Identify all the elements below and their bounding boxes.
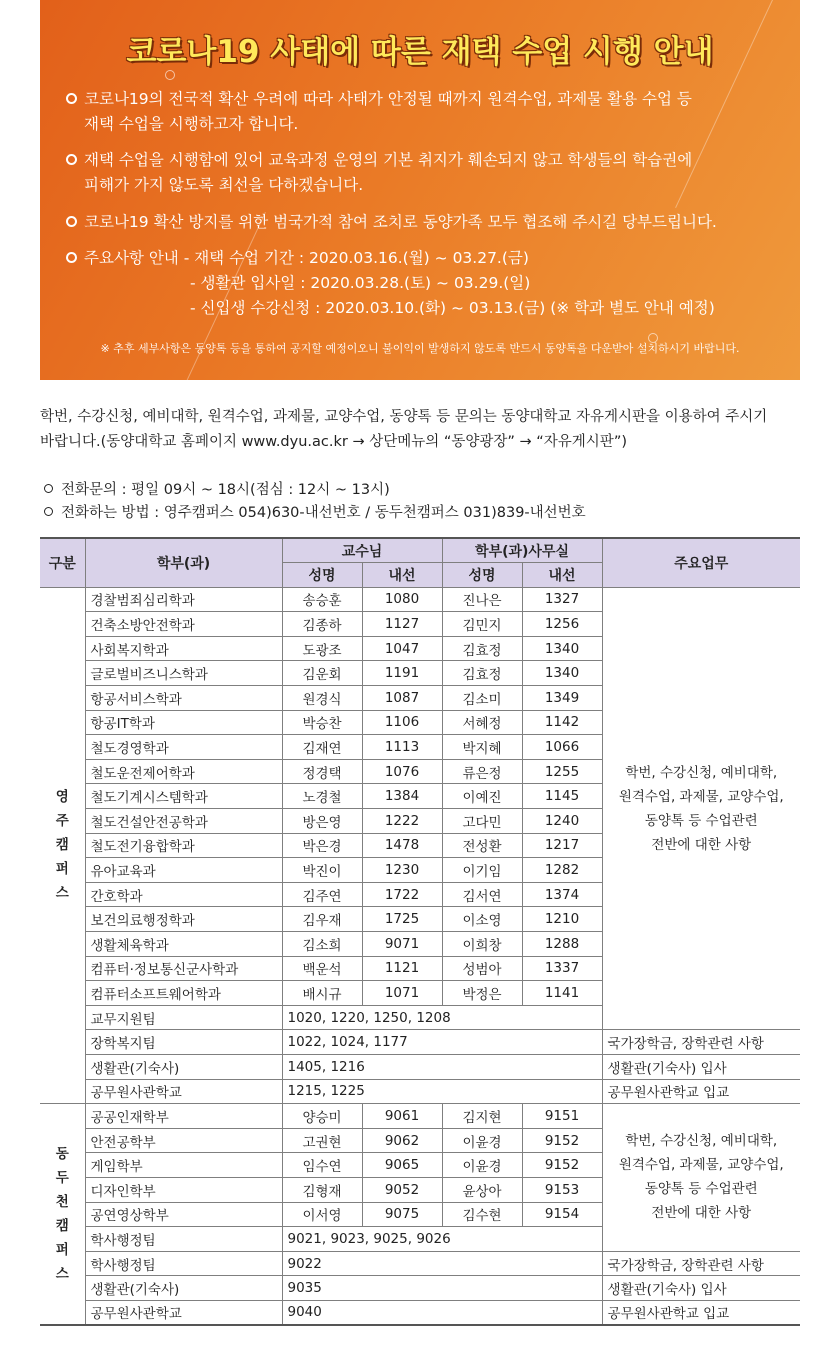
dept-name: 컴퓨터·정보통신군사학과 xyxy=(85,956,282,981)
office-ext: 1374 xyxy=(522,882,602,907)
professor-name: 박은경 xyxy=(282,833,362,858)
office-name: 김민지 xyxy=(442,612,522,637)
dept-name: 철도전기융합학과 xyxy=(85,833,282,858)
extension-list: 9021, 9023, 9025, 9026 xyxy=(282,1227,602,1252)
campus-label-char: 동 xyxy=(55,1146,69,1163)
office-ext: 1340 xyxy=(522,636,602,661)
extension-list: 9022 xyxy=(282,1251,602,1276)
office-name: 박지혜 xyxy=(442,735,522,760)
dept-name: 교무지원팀 xyxy=(85,1005,282,1030)
campus-label xyxy=(40,587,85,1103)
campus-label-char: 스 xyxy=(55,1266,69,1283)
professor-name: 김소희 xyxy=(282,932,362,957)
duty-line: 전반에 대한 사항 xyxy=(651,1205,752,1222)
professor-ext: 9065 xyxy=(362,1153,442,1178)
dept-name: 생활관(기숙사) xyxy=(85,1054,282,1079)
dept-name: 철도경영학과 xyxy=(85,735,282,760)
professor-ext: 1722 xyxy=(362,882,442,907)
professor-ext: 1113 xyxy=(362,735,442,760)
professor-name: 원경식 xyxy=(282,686,362,711)
circle-bullet-icon xyxy=(44,484,53,493)
duty-cell: 국가장학금, 장학관련 사항 xyxy=(602,1251,800,1276)
office-name: 김수현 xyxy=(442,1202,522,1227)
office-name: 김효정 xyxy=(442,661,522,686)
table-row xyxy=(40,1251,800,1276)
duty-line: 동양톡 등 수업관련 xyxy=(644,812,758,829)
circle-bullet-icon xyxy=(44,507,53,516)
office-name: 이소영 xyxy=(442,907,522,932)
office-ext: 1240 xyxy=(522,809,602,834)
table-row xyxy=(40,587,800,612)
circle-bullet-icon xyxy=(66,154,77,165)
table-row xyxy=(40,1104,800,1129)
table-row xyxy=(40,1276,800,1301)
professor-name: 김우재 xyxy=(282,907,362,932)
professor-name: 이서영 xyxy=(282,1202,362,1227)
office-ext: 1066 xyxy=(522,735,602,760)
inquiry-line: 학번, 수강신청, 예비대학, 원격수업, 과제물, 교양수업, 동양톡 등 문의는 동양대학교 자유게시판을 이용하여 주시기 xyxy=(40,409,768,425)
dept-name: 사회복지학과 xyxy=(85,636,282,661)
dept-name: 생활체육학과 xyxy=(85,932,282,957)
dept-name: 항공서비스학과 xyxy=(85,686,282,711)
table-row xyxy=(40,1300,800,1325)
office-name: 이예진 xyxy=(442,784,522,809)
office-ext: 9153 xyxy=(522,1177,602,1202)
dept-name: 공무원사관학교 xyxy=(85,1300,282,1325)
banner-title: 코로나19 사태에 따른 재택 수업 시행 안내 xyxy=(126,34,714,70)
duty-cell: 생활관(기숙사) 입사 xyxy=(602,1054,800,1079)
header-ext: 내선 xyxy=(522,563,602,588)
professor-name: 김주연 xyxy=(282,882,362,907)
office-name: 김소미 xyxy=(442,686,522,711)
campus-label-char: 두 xyxy=(55,1170,69,1187)
office-ext: 9152 xyxy=(522,1128,602,1153)
dept-name: 철도운전제어학과 xyxy=(85,759,282,784)
professor-name: 김재연 xyxy=(282,735,362,760)
professor-ext: 1384 xyxy=(362,784,442,809)
office-ext: 1288 xyxy=(522,932,602,957)
duty-summary xyxy=(602,1104,800,1252)
circle-bullet-icon xyxy=(66,252,77,263)
professor-ext: 9075 xyxy=(362,1202,442,1227)
professor-ext: 9071 xyxy=(362,932,442,957)
notice-item xyxy=(66,210,786,235)
office-ext: 1349 xyxy=(522,686,602,711)
header-office: 학부(과)사무실 xyxy=(442,538,602,563)
phone-hours xyxy=(44,478,390,503)
campus-label xyxy=(40,1104,85,1325)
extension-list: 1215, 1225 xyxy=(282,1079,602,1104)
professor-name: 백운석 xyxy=(282,956,362,981)
dept-name: 보건의료행정학과 xyxy=(85,907,282,932)
notice-banner xyxy=(40,0,800,380)
campus-label-char: 퍼 xyxy=(55,1242,69,1259)
duty-line: 동양톡 등 수업관련 xyxy=(644,1181,758,1198)
office-name: 류은정 xyxy=(442,759,522,784)
office-ext: 1142 xyxy=(522,710,602,735)
office-name: 이윤경 xyxy=(442,1153,522,1178)
dept-name: 게임학부 xyxy=(85,1153,282,1178)
professor-ext: 1230 xyxy=(362,858,442,883)
professor-ext: 1725 xyxy=(362,907,442,932)
duty-line: 전반에 대한 사항 xyxy=(651,836,752,853)
inquiry-paragraph xyxy=(40,405,810,455)
header-dept: 학부(과) xyxy=(85,538,282,587)
dept-name: 건축소방안전학과 xyxy=(85,612,282,637)
duty-cell: 생활관(기숙사) 입사 xyxy=(602,1276,800,1301)
professor-ext: 9062 xyxy=(362,1128,442,1153)
office-name: 서혜정 xyxy=(442,710,522,735)
dept-name: 철도기계시스템학과 xyxy=(85,784,282,809)
header-row xyxy=(40,538,800,563)
office-name: 김효정 xyxy=(442,636,522,661)
professor-name: 송승훈 xyxy=(282,587,362,612)
office-ext: 1210 xyxy=(522,907,602,932)
header-campus: 구분 xyxy=(40,538,85,587)
notice-line: 재택 수업을 시행함에 있어 교육과정 운영의 기본 취지가 훼손되지 않고 학생들의 학습권에 xyxy=(84,151,693,169)
schedule-line: - 생활관 입사일 : 2020.03.28.(토) ~ 03.29.(일) xyxy=(190,274,531,292)
dept-name: 학사행정팀 xyxy=(85,1251,282,1276)
campus-label-char: 영 xyxy=(55,789,69,806)
inquiry-line: 바랍니다.(동양대학교 홈페이지 www.dyu.ac.kr → 상단메뉴의 “동양광장” → “자유게시판”) xyxy=(40,434,627,450)
office-name: 김지현 xyxy=(442,1104,522,1129)
office-ext: 1256 xyxy=(522,612,602,637)
professor-name: 김종하 xyxy=(282,612,362,637)
professor-ext: 1191 xyxy=(362,661,442,686)
table-row xyxy=(40,1030,800,1055)
header-name: 성명 xyxy=(282,563,362,588)
dept-name: 학사행정팀 xyxy=(85,1227,282,1252)
header-duty: 주요업무 xyxy=(602,538,800,587)
office-name: 이희창 xyxy=(442,932,522,957)
office-ext: 1255 xyxy=(522,759,602,784)
campus-label-char: 주 xyxy=(55,813,69,830)
duty-summary xyxy=(602,587,800,1030)
professor-name: 박승찬 xyxy=(282,710,362,735)
professor-name: 노경철 xyxy=(282,784,362,809)
header-name: 성명 xyxy=(442,563,522,588)
office-name: 박정은 xyxy=(442,981,522,1006)
office-ext: 1327 xyxy=(522,587,602,612)
extension-list: 9035 xyxy=(282,1276,602,1301)
professor-ext: 9061 xyxy=(362,1104,442,1129)
professor-name: 김형재 xyxy=(282,1177,362,1202)
table-body xyxy=(40,587,800,1325)
notice-item-schedule xyxy=(66,246,786,271)
professor-ext: 1087 xyxy=(362,686,442,711)
dept-name: 생활관(기숙사) xyxy=(85,1276,282,1301)
professor-name: 배시규 xyxy=(282,981,362,1006)
notice-line: 피해가 가지 않도록 최선을 다하겠습니다. xyxy=(84,176,364,194)
banner-footnote: ※ 추후 세부사항은 동양톡 등을 통하여 공지할 예정이오니 불이익이 발생하지 않도록 반드시 동양톡을 다운받아 설치하시기 바랍니다. xyxy=(100,342,740,355)
duty-cell: 공무원사관학교 입교 xyxy=(602,1079,800,1104)
office-name: 이윤경 xyxy=(442,1128,522,1153)
office-name: 전성환 xyxy=(442,833,522,858)
office-ext: 1340 xyxy=(522,661,602,686)
schedule-line: - 신입생 수강신청 : 2020.03.10.(화) ~ 03.13.(금) (※ 학과 별도 안내 예정) xyxy=(190,299,715,317)
schedule-intro: 주요사항 안내 - 재택 수업 기간 : 2020.03.16.(월) ~ 03.27.(금) xyxy=(84,249,529,267)
circle-bullet-icon xyxy=(66,216,77,227)
dept-name: 철도건설안전공학과 xyxy=(85,809,282,834)
header-professor: 교수님 xyxy=(282,538,442,563)
office-name: 진나은 xyxy=(442,587,522,612)
contact-directory-table xyxy=(40,537,800,1326)
dept-name: 공공인재학부 xyxy=(85,1104,282,1129)
professor-ext: 1478 xyxy=(362,833,442,858)
professor-ext: 1076 xyxy=(362,759,442,784)
professor-name: 도광조 xyxy=(282,636,362,661)
extension-list: 1020, 1220, 1250, 1208 xyxy=(282,1005,602,1030)
notice-line: 코로나19 확산 방지를 위한 범국가적 참여 조치로 동양가족 모두 협조해 주시길 당부드립니다. xyxy=(84,213,717,231)
office-ext: 1145 xyxy=(522,784,602,809)
duty-cell: 공무원사관학교 입교 xyxy=(602,1300,800,1325)
notice-line: 재택 수업을 시행하고자 합니다. xyxy=(84,115,299,133)
dept-name: 공연영상학부 xyxy=(85,1202,282,1227)
office-name: 성범아 xyxy=(442,956,522,981)
office-ext: 1141 xyxy=(522,981,602,1006)
dept-name: 간호학과 xyxy=(85,882,282,907)
dept-name: 디자인학부 xyxy=(85,1177,282,1202)
dept-name: 컴퓨터소프트웨어학과 xyxy=(85,981,282,1006)
dept-name: 항공IT학과 xyxy=(85,710,282,735)
office-ext: 9152 xyxy=(522,1153,602,1178)
notice-line: 코로나19의 전국적 확산 우려에 따라 사태가 안정될 때까지 원격수업, 과제물 활용 수업 등 xyxy=(84,90,692,108)
phone-hours-text: 전화문의 : 평일 09시 ~ 18시(점심 : 12시 ~ 13시) xyxy=(61,482,390,498)
professor-ext: 1106 xyxy=(362,710,442,735)
professor-ext: 1127 xyxy=(362,612,442,637)
office-ext: 1337 xyxy=(522,956,602,981)
header-ext: 내선 xyxy=(362,563,442,588)
decorative-ring xyxy=(165,70,175,80)
office-name: 고다민 xyxy=(442,809,522,834)
office-name: 이기임 xyxy=(442,858,522,883)
dept-name: 공무원사관학교 xyxy=(85,1079,282,1104)
dept-name: 글로벌비즈니스학과 xyxy=(85,661,282,686)
phone-method-text: 전화하는 방법 : 영주캠퍼스 054)630-내선번호 / 동두천캠퍼스 031)839-내선번호 xyxy=(61,505,586,521)
professor-name: 박진이 xyxy=(282,858,362,883)
table-row xyxy=(40,1054,800,1079)
table-row xyxy=(40,1079,800,1104)
office-ext: 9151 xyxy=(522,1104,602,1129)
office-ext: 9154 xyxy=(522,1202,602,1227)
office-name: 윤상아 xyxy=(442,1177,522,1202)
professor-name: 정경택 xyxy=(282,759,362,784)
campus-label-char: 스 xyxy=(55,885,69,902)
extension-list: 1405, 1216 xyxy=(282,1054,602,1079)
circle-bullet-icon xyxy=(66,93,77,104)
phone-method xyxy=(44,501,586,526)
professor-ext: 1222 xyxy=(362,809,442,834)
professor-name: 방은영 xyxy=(282,809,362,834)
campus-label-char: 천 xyxy=(55,1194,69,1211)
dept-name: 유아교육과 xyxy=(85,858,282,883)
duty-cell: 국가장학금, 장학관련 사항 xyxy=(602,1030,800,1055)
professor-name: 임수연 xyxy=(282,1153,362,1178)
dept-name: 장학복지팀 xyxy=(85,1030,282,1055)
office-ext: 1217 xyxy=(522,833,602,858)
professor-ext: 1071 xyxy=(362,981,442,1006)
duty-line: 학번, 수강신청, 예비대학, xyxy=(625,1133,778,1150)
notice-item xyxy=(66,87,786,137)
campus-label-char: 캠 xyxy=(55,1218,69,1235)
extension-list: 1022, 1024, 1177 xyxy=(282,1030,602,1055)
professor-ext: 9052 xyxy=(362,1177,442,1202)
extension-list: 9040 xyxy=(282,1300,602,1325)
professor-ext: 1047 xyxy=(362,636,442,661)
campus-label-char: 캠 xyxy=(55,837,69,854)
professor-name: 양승미 xyxy=(282,1104,362,1129)
dept-name: 안전공학부 xyxy=(85,1128,282,1153)
office-ext: 1282 xyxy=(522,858,602,883)
duty-line: 원격수업, 과제물, 교양수업, xyxy=(618,788,784,805)
professor-ext: 1121 xyxy=(362,956,442,981)
notice-item xyxy=(66,148,786,198)
professor-name: 고권현 xyxy=(282,1128,362,1153)
duty-line: 학번, 수강신청, 예비대학, xyxy=(625,764,778,781)
campus-label-char: 퍼 xyxy=(55,861,69,878)
office-name: 김서연 xyxy=(442,882,522,907)
dept-name: 경찰범죄심리학과 xyxy=(85,587,282,612)
professor-ext: 1080 xyxy=(362,587,442,612)
duty-line: 원격수업, 과제물, 교양수업, xyxy=(618,1157,784,1174)
professor-name: 김운회 xyxy=(282,661,362,686)
